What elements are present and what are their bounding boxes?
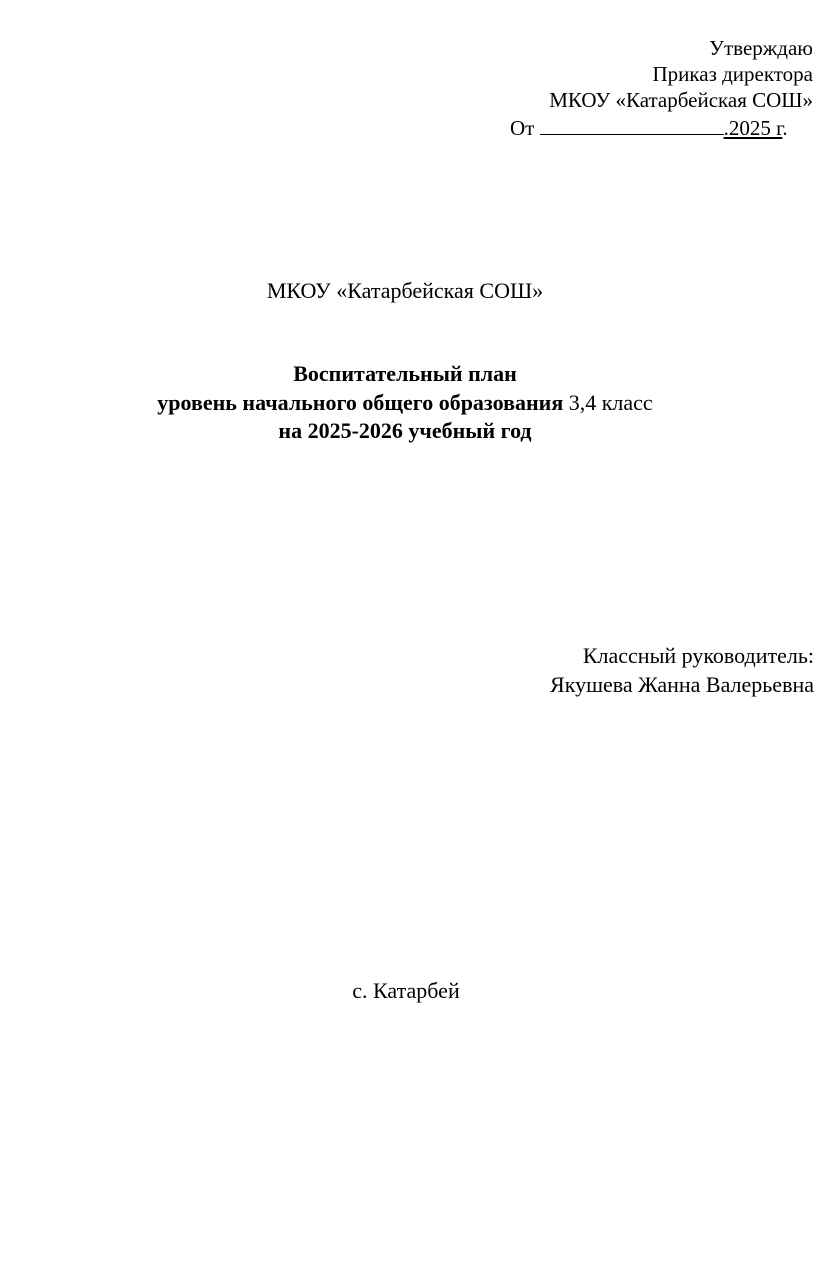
plan-level-classes: 3,4 класс [563,390,653,415]
approval-date-suffix: . [782,116,788,140]
location: с. Катарбей [352,978,460,1003]
approval-date-year: .2025 г [723,116,783,140]
teacher-label: Классный руководитель: [582,643,814,668]
plan-year: на 2025-2026 учебный год [278,418,532,443]
school-name: МКОУ «Катарбейская СОШ» [266,278,544,303]
plan-title: Воспитательный план [293,361,517,386]
approval-heading: Утверждаю [709,36,813,60]
approval-school: МКОУ «Катарбейская СОШ» [549,88,813,112]
approval-date [510,116,788,141]
plan-level-text: уровень начального общего образования [157,390,564,415]
approval-date-prefix: От [510,116,535,140]
approval-date-blank [540,116,724,135]
plan-level [0,392,816,414]
approval-order: Приказ директора [652,62,813,86]
teacher-name: Якушева Жанна Валерьевна [550,672,814,697]
